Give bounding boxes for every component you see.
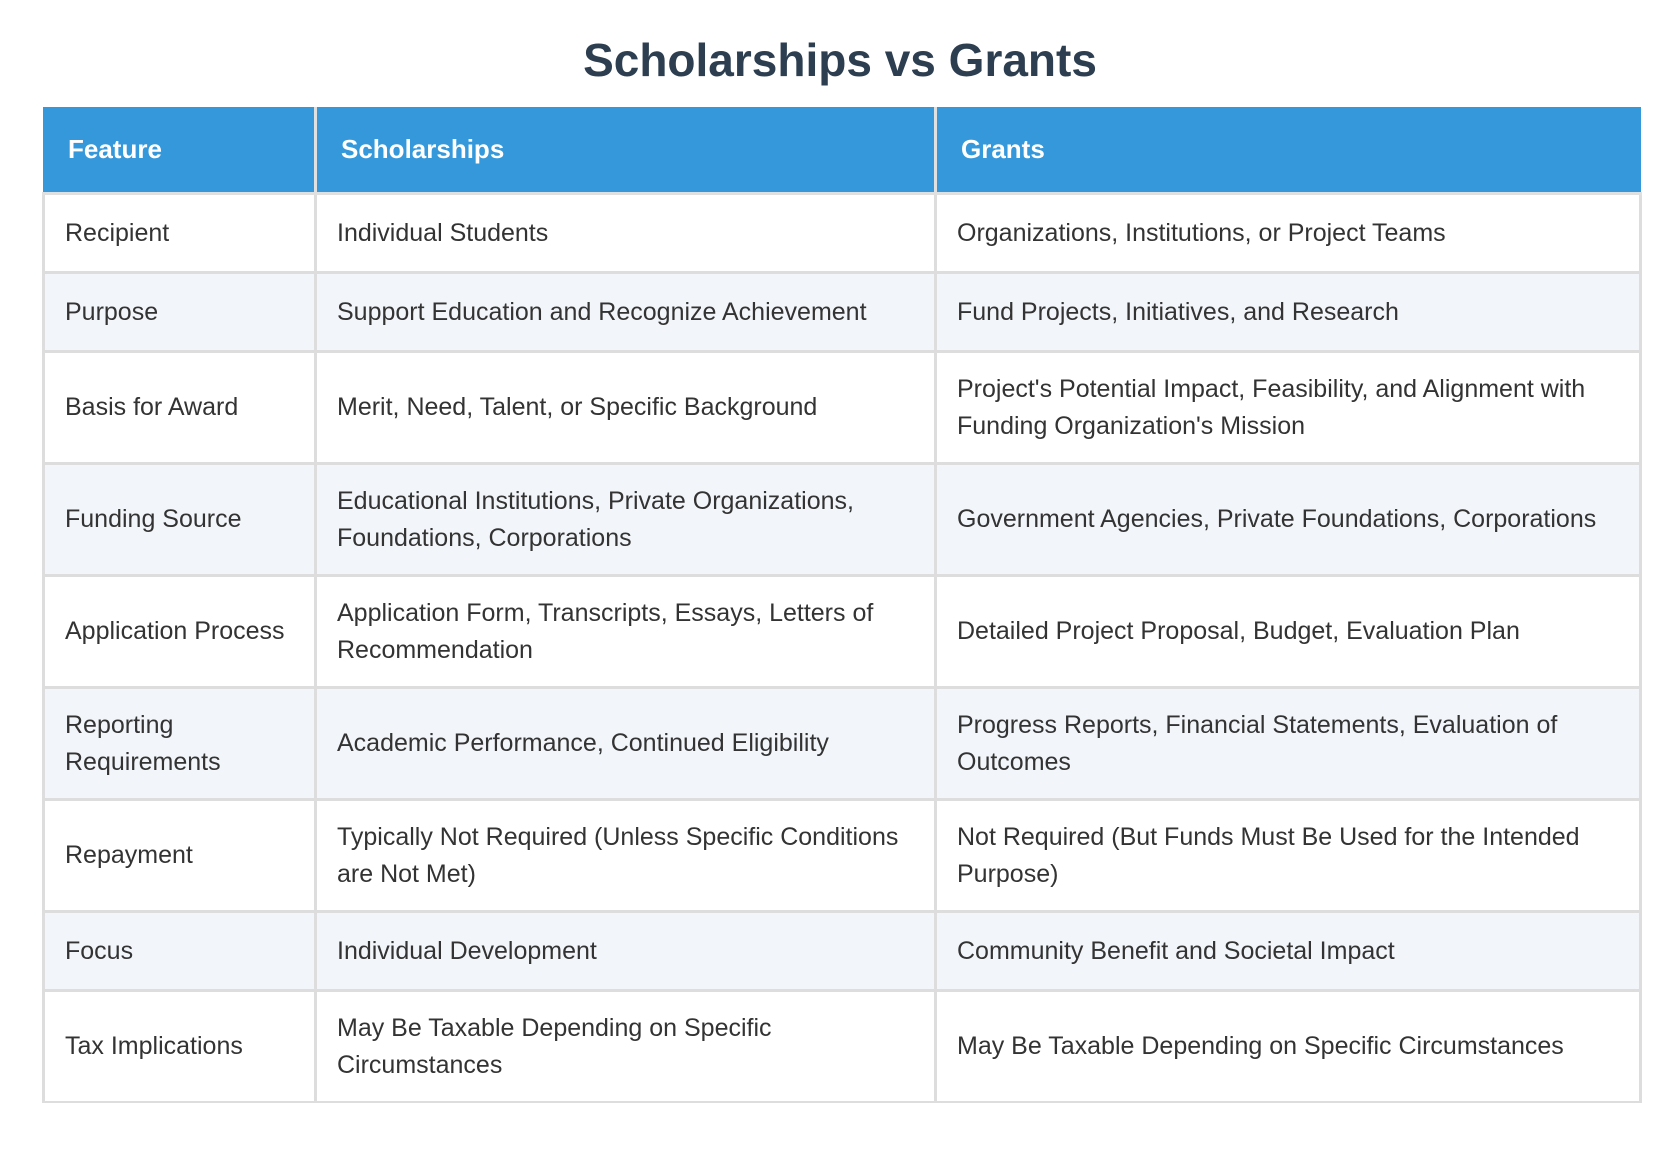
scholarships-cell: Individual Students	[316, 194, 936, 273]
feature-cell: Reporting Requirements	[44, 688, 316, 800]
table-body	[44, 194, 1641, 1103]
grants-cell: May Be Taxable Depending on Specific Circumstances	[936, 991, 1641, 1103]
table-row	[44, 194, 1641, 273]
header-grants: Grants	[936, 107, 1641, 194]
feature-cell: Recipient	[44, 194, 316, 273]
comparison-table	[42, 107, 1642, 1103]
table-row	[44, 352, 1641, 464]
table-row	[44, 912, 1641, 991]
comparison-table-container	[42, 107, 1639, 1103]
scholarships-cell: Individual Development	[316, 912, 936, 991]
grants-cell: Organizations, Institutions, or Project Teams	[936, 194, 1641, 273]
grants-cell: Government Agencies, Private Foundations, Corporations	[936, 464, 1641, 576]
feature-cell: Purpose	[44, 273, 316, 352]
scholarships-cell: Educational Institutions, Private Organizations, Foundations, Corporations	[316, 464, 936, 576]
grants-cell: Not Required (But Funds Must Be Used for the Intended Purpose)	[936, 800, 1641, 912]
table-row	[44, 576, 1641, 688]
feature-cell: Basis for Award	[44, 352, 316, 464]
feature-cell: Funding Source	[44, 464, 316, 576]
header-row	[44, 107, 1641, 194]
page-title: Scholarships vs Grants	[583, 34, 1097, 86]
grants-cell: Detailed Project Proposal, Budget, Evaluation Plan	[936, 576, 1641, 688]
table-row	[44, 688, 1641, 800]
table-row	[44, 273, 1641, 352]
scholarships-cell: Typically Not Required (Unless Specific Conditions are Not Met)	[316, 800, 936, 912]
feature-cell: Tax Implications	[44, 991, 316, 1103]
header-scholarships: Scholarships	[316, 107, 936, 194]
scholarships-cell: May Be Taxable Depending on Specific Circumstances	[316, 991, 936, 1103]
table-row	[44, 991, 1641, 1103]
feature-cell: Application Process	[44, 576, 316, 688]
scholarships-cell: Academic Performance, Continued Eligibility	[316, 688, 936, 800]
table-header	[44, 107, 1641, 194]
feature-cell: Repayment	[44, 800, 316, 912]
grants-cell: Progress Reports, Financial Statements, Evaluation of Outcomes	[936, 688, 1641, 800]
grants-cell: Community Benefit and Societal Impact	[936, 912, 1641, 991]
header-feature: Feature	[44, 107, 316, 194]
grants-cell: Project's Potential Impact, Feasibility, and Alignment with Funding Organization's Mission	[936, 352, 1641, 464]
scholarships-cell: Application Form, Transcripts, Essays, Letters of Recommendation	[316, 576, 936, 688]
table-row	[44, 464, 1641, 576]
grants-cell: Fund Projects, Initiatives, and Research	[936, 273, 1641, 352]
table-row	[44, 800, 1641, 912]
scholarships-cell: Support Education and Recognize Achievement	[316, 273, 936, 352]
scholarships-cell: Merit, Need, Talent, or Specific Background	[316, 352, 936, 464]
feature-cell: Focus	[44, 912, 316, 991]
